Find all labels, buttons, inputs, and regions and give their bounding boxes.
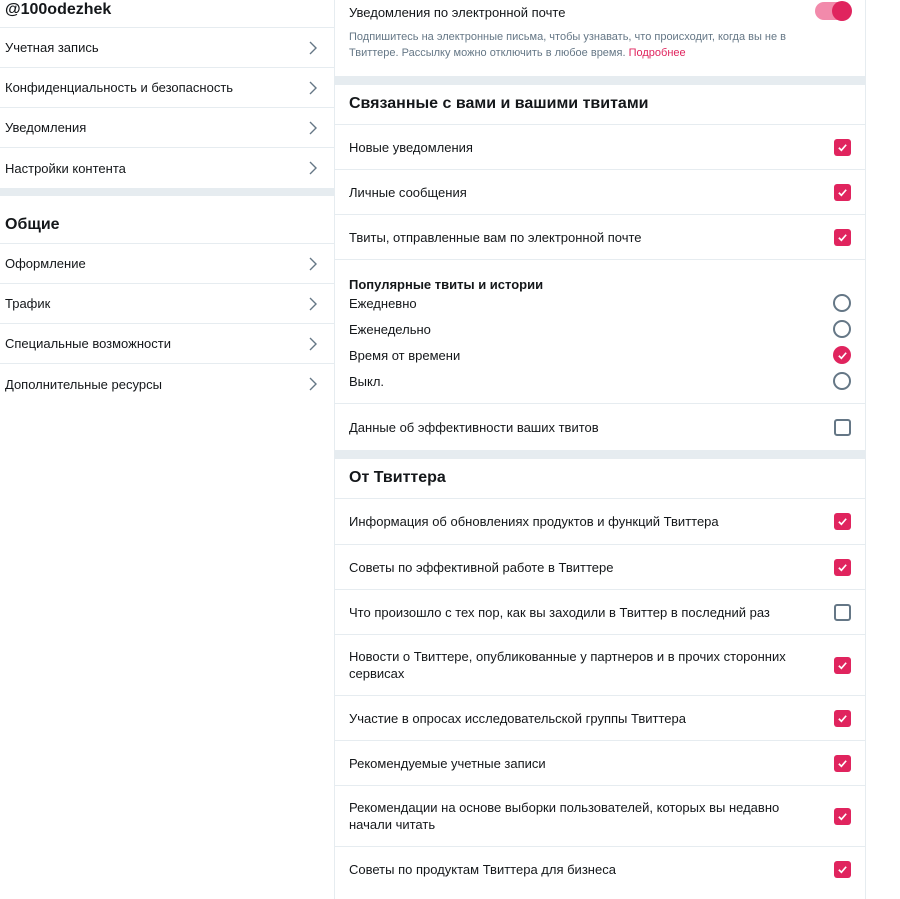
checkbox-checked[interactable] bbox=[834, 861, 851, 878]
check-icon bbox=[837, 232, 848, 243]
radio-label: Выкл. bbox=[349, 373, 385, 389]
sidebar-item-label: Настройки контента bbox=[5, 160, 126, 176]
sidebar-item-account[interactable] bbox=[0, 28, 334, 68]
option-label: Советы по продуктам Твиттера для бизнеса bbox=[349, 862, 616, 877]
option-product-updates[interactable] bbox=[335, 499, 865, 545]
section-divider bbox=[0, 188, 334, 196]
radio-button[interactable] bbox=[833, 320, 851, 338]
chevron-right-icon bbox=[308, 337, 318, 351]
checkbox-checked[interactable] bbox=[834, 657, 851, 674]
check-icon bbox=[837, 516, 848, 527]
radio-button[interactable] bbox=[833, 372, 851, 390]
checkbox-unchecked[interactable] bbox=[834, 419, 851, 436]
option-tips[interactable] bbox=[335, 545, 865, 590]
sidebar-item-resources[interactable] bbox=[0, 364, 334, 404]
radio-option-weekly[interactable] bbox=[335, 316, 865, 342]
option-label: Твиты, отправленные вам по электронной почте bbox=[349, 229, 642, 245]
option-partner-news[interactable] bbox=[335, 635, 865, 696]
check-icon bbox=[837, 864, 848, 875]
check-icon bbox=[837, 187, 848, 198]
sidebar-item-display[interactable] bbox=[0, 244, 334, 284]
email-notifications-description bbox=[349, 29, 829, 61]
settings-sidebar bbox=[0, 0, 334, 404]
check-icon bbox=[837, 350, 848, 361]
option-label: Рекомендации на основе выборки пользователей, которых вы недавно начали читать bbox=[349, 800, 780, 832]
option-label: Данные об эффективности ваших твитов bbox=[349, 419, 599, 435]
option-label: Новые уведомления bbox=[349, 139, 473, 155]
option-direct-messages[interactable] bbox=[335, 170, 865, 215]
section-divider bbox=[335, 76, 865, 85]
checkbox-checked[interactable] bbox=[834, 559, 851, 576]
radio-button-selected[interactable] bbox=[833, 346, 851, 364]
chevron-right-icon bbox=[308, 41, 318, 55]
check-icon bbox=[837, 758, 848, 769]
option-follow-based-recommendations[interactable] bbox=[335, 786, 865, 847]
option-research-surveys[interactable] bbox=[335, 696, 865, 741]
radio-option-daily[interactable] bbox=[335, 290, 865, 316]
check-icon bbox=[837, 660, 848, 671]
option-emailed-tweets[interactable] bbox=[335, 215, 865, 260]
sidebar-item-label: Трафик bbox=[5, 296, 51, 311]
check-icon bbox=[837, 811, 848, 822]
email-notifications-panel bbox=[334, 0, 866, 899]
divider bbox=[335, 394, 865, 404]
option-label: Новости о Твиттере, опубликованные у партнеров и в прочих сторонних сервисах bbox=[349, 649, 786, 681]
option-recommended-accounts[interactable] bbox=[335, 741, 865, 786]
checkbox-checked[interactable] bbox=[834, 513, 851, 530]
radio-label: Ежедневно bbox=[349, 295, 417, 311]
checkbox-checked[interactable] bbox=[834, 755, 851, 772]
sidebar-item-label: Учетная запись bbox=[5, 40, 99, 55]
sidebar-item-label: Дополнительные ресурсы bbox=[5, 376, 162, 392]
description-text: Подпишитесь на электронные письма, чтобы узнавать, что происходит, когда вы не в Твиттере. Рассылку можно отключить в любое время. bbox=[349, 31, 787, 59]
toggle-knob bbox=[832, 1, 852, 21]
sidebar-item-data-usage[interactable] bbox=[0, 284, 334, 324]
option-label: Что произошло с тех пор, как вы заходили в Твиттер в последний раз bbox=[349, 604, 770, 620]
sidebar-username: @100odezhek bbox=[0, 0, 334, 28]
check-icon bbox=[837, 142, 848, 153]
chevron-right-icon bbox=[308, 257, 318, 271]
sidebar-item-label: Конфиденциальность и безопасность bbox=[5, 80, 234, 95]
radio-option-off[interactable] bbox=[335, 368, 865, 394]
sidebar-item-label: Оформление bbox=[5, 256, 86, 271]
check-icon bbox=[837, 562, 848, 573]
radio-label: Еженедельно bbox=[349, 321, 431, 337]
section-related-title: Связанные с вами и вашими твитами bbox=[335, 85, 865, 125]
option-business-tips[interactable] bbox=[335, 847, 865, 892]
option-new-notifications[interactable] bbox=[335, 125, 865, 170]
option-label: Рекомендуемые учетные записи bbox=[349, 755, 546, 771]
sidebar-item-label: Уведомления bbox=[5, 120, 87, 135]
option-label: Участие в опросах исследовательской группы Твиттера bbox=[349, 710, 686, 726]
section-divider bbox=[335, 450, 865, 459]
sidebar-item-content[interactable] bbox=[0, 148, 334, 188]
email-notifications-label: Уведомления по электронной почте bbox=[349, 5, 566, 20]
option-label: Личные сообщения bbox=[349, 184, 467, 200]
sidebar-item-privacy[interactable] bbox=[0, 68, 334, 108]
chevron-right-icon bbox=[308, 81, 318, 95]
checkbox-checked[interactable] bbox=[834, 808, 851, 825]
checkbox-checked[interactable] bbox=[834, 229, 851, 246]
option-what-you-missed[interactable] bbox=[335, 590, 865, 635]
email-notifications-setting bbox=[335, 0, 865, 76]
email-notifications-toggle[interactable] bbox=[815, 2, 851, 20]
option-label: Информация об обновлениях продуктов и функций Твиттера bbox=[349, 514, 719, 529]
option-tweet-performance[interactable] bbox=[335, 404, 865, 450]
sidebar-item-accessibility[interactable] bbox=[0, 324, 334, 364]
chevron-right-icon bbox=[308, 161, 318, 175]
chevron-right-icon bbox=[308, 297, 318, 311]
checkbox-checked[interactable] bbox=[834, 710, 851, 727]
sidebar-item-notifications[interactable] bbox=[0, 108, 334, 148]
radio-button[interactable] bbox=[833, 294, 851, 312]
check-icon bbox=[837, 713, 848, 724]
chevron-right-icon bbox=[308, 377, 318, 391]
checkbox-checked[interactable] bbox=[834, 184, 851, 201]
radio-option-periodically[interactable] bbox=[335, 342, 865, 368]
option-label: Советы по эффективной работе в Твиттере bbox=[349, 559, 614, 575]
checkbox-checked[interactable] bbox=[834, 139, 851, 156]
learn-more-link[interactable]: Подробнее bbox=[628, 47, 686, 59]
checkbox-unchecked[interactable] bbox=[834, 604, 851, 621]
radio-label: Время от времени bbox=[349, 347, 461, 363]
sidebar-item-label: Специальные возможности bbox=[5, 336, 171, 351]
sidebar-section-general: Общие bbox=[0, 196, 334, 244]
chevron-right-icon bbox=[308, 121, 318, 135]
section-from-twitter-title: От Твиттера bbox=[335, 459, 865, 499]
popular-tweets-title: Популярные твиты и истории bbox=[349, 277, 544, 292]
